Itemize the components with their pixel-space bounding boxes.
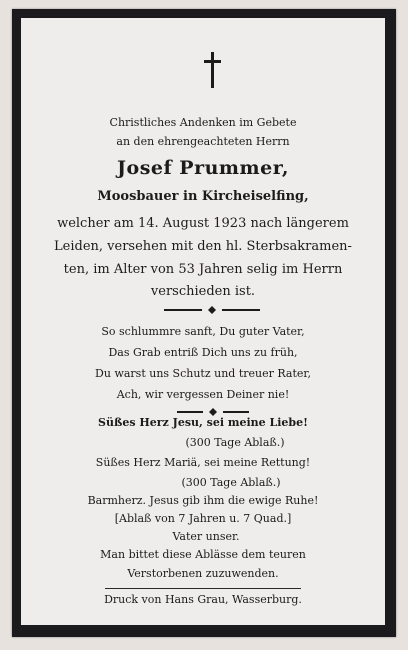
cross-icon: [203, 52, 223, 88]
prayer-line: Vater unser.: [172, 530, 240, 543]
body-line: ten, im Alter von 53 Jahren selig im Herrn: [63, 262, 343, 277]
divider-rule: [105, 588, 301, 589]
ornament-divider: [177, 408, 249, 416]
prayer-line: Man bittet diese Ablässe dem teuren: [100, 548, 306, 561]
body-line: verschieden ist.: [150, 284, 256, 299]
printer-credit: Druck von Hans Grau, Wasserburg.: [104, 593, 302, 606]
card-content: [21, 18, 385, 625]
prayer-line: Barmherz. Jesus gib ihm die ewige Ruhe!: [87, 494, 319, 507]
occupation: Moosbauer in Kircheiselfing,: [97, 189, 309, 204]
poem-line: Du warst uns Schutz und treuer Rater,: [95, 367, 311, 380]
prayer-line: (300 Tage Ablaß.): [181, 476, 281, 489]
poem-line: So schlummre sanft, Du guter Vater,: [101, 325, 305, 338]
poem-line: Das Grab entriß Dich uns zu früh,: [108, 346, 298, 359]
memorial-card: [12, 9, 396, 637]
body-line: welcher am 14. August 1923 nach längerem: [57, 216, 349, 231]
prayer-line: [Ablaß von 7 Jahren u. 7 Quad.]: [114, 512, 292, 525]
card-paper: [21, 18, 385, 625]
header-line-1: Christliches Andenken im Gebete: [109, 116, 297, 129]
prayer-line: Süßes Herz Mariä, sei meine Rettung!: [95, 456, 311, 469]
poem-line: Ach, wir vergessen Deiner nie!: [116, 388, 290, 401]
prayer-line: Süßes Herz Jesu, sei meine Liebe!: [98, 416, 308, 429]
prayer-line: (300 Tage Ablaß.): [185, 436, 285, 449]
prayer-line: Verstorbenen zuzuwenden.: [127, 567, 279, 580]
ornament-divider: [164, 306, 260, 314]
body-line: Leiden, versehen mit den hl. Sterbsakramen-: [54, 239, 352, 254]
deceased-name: Josef Prummer,: [117, 157, 289, 179]
header-line-2: an den ehrengeachteten Herrn: [116, 135, 290, 148]
